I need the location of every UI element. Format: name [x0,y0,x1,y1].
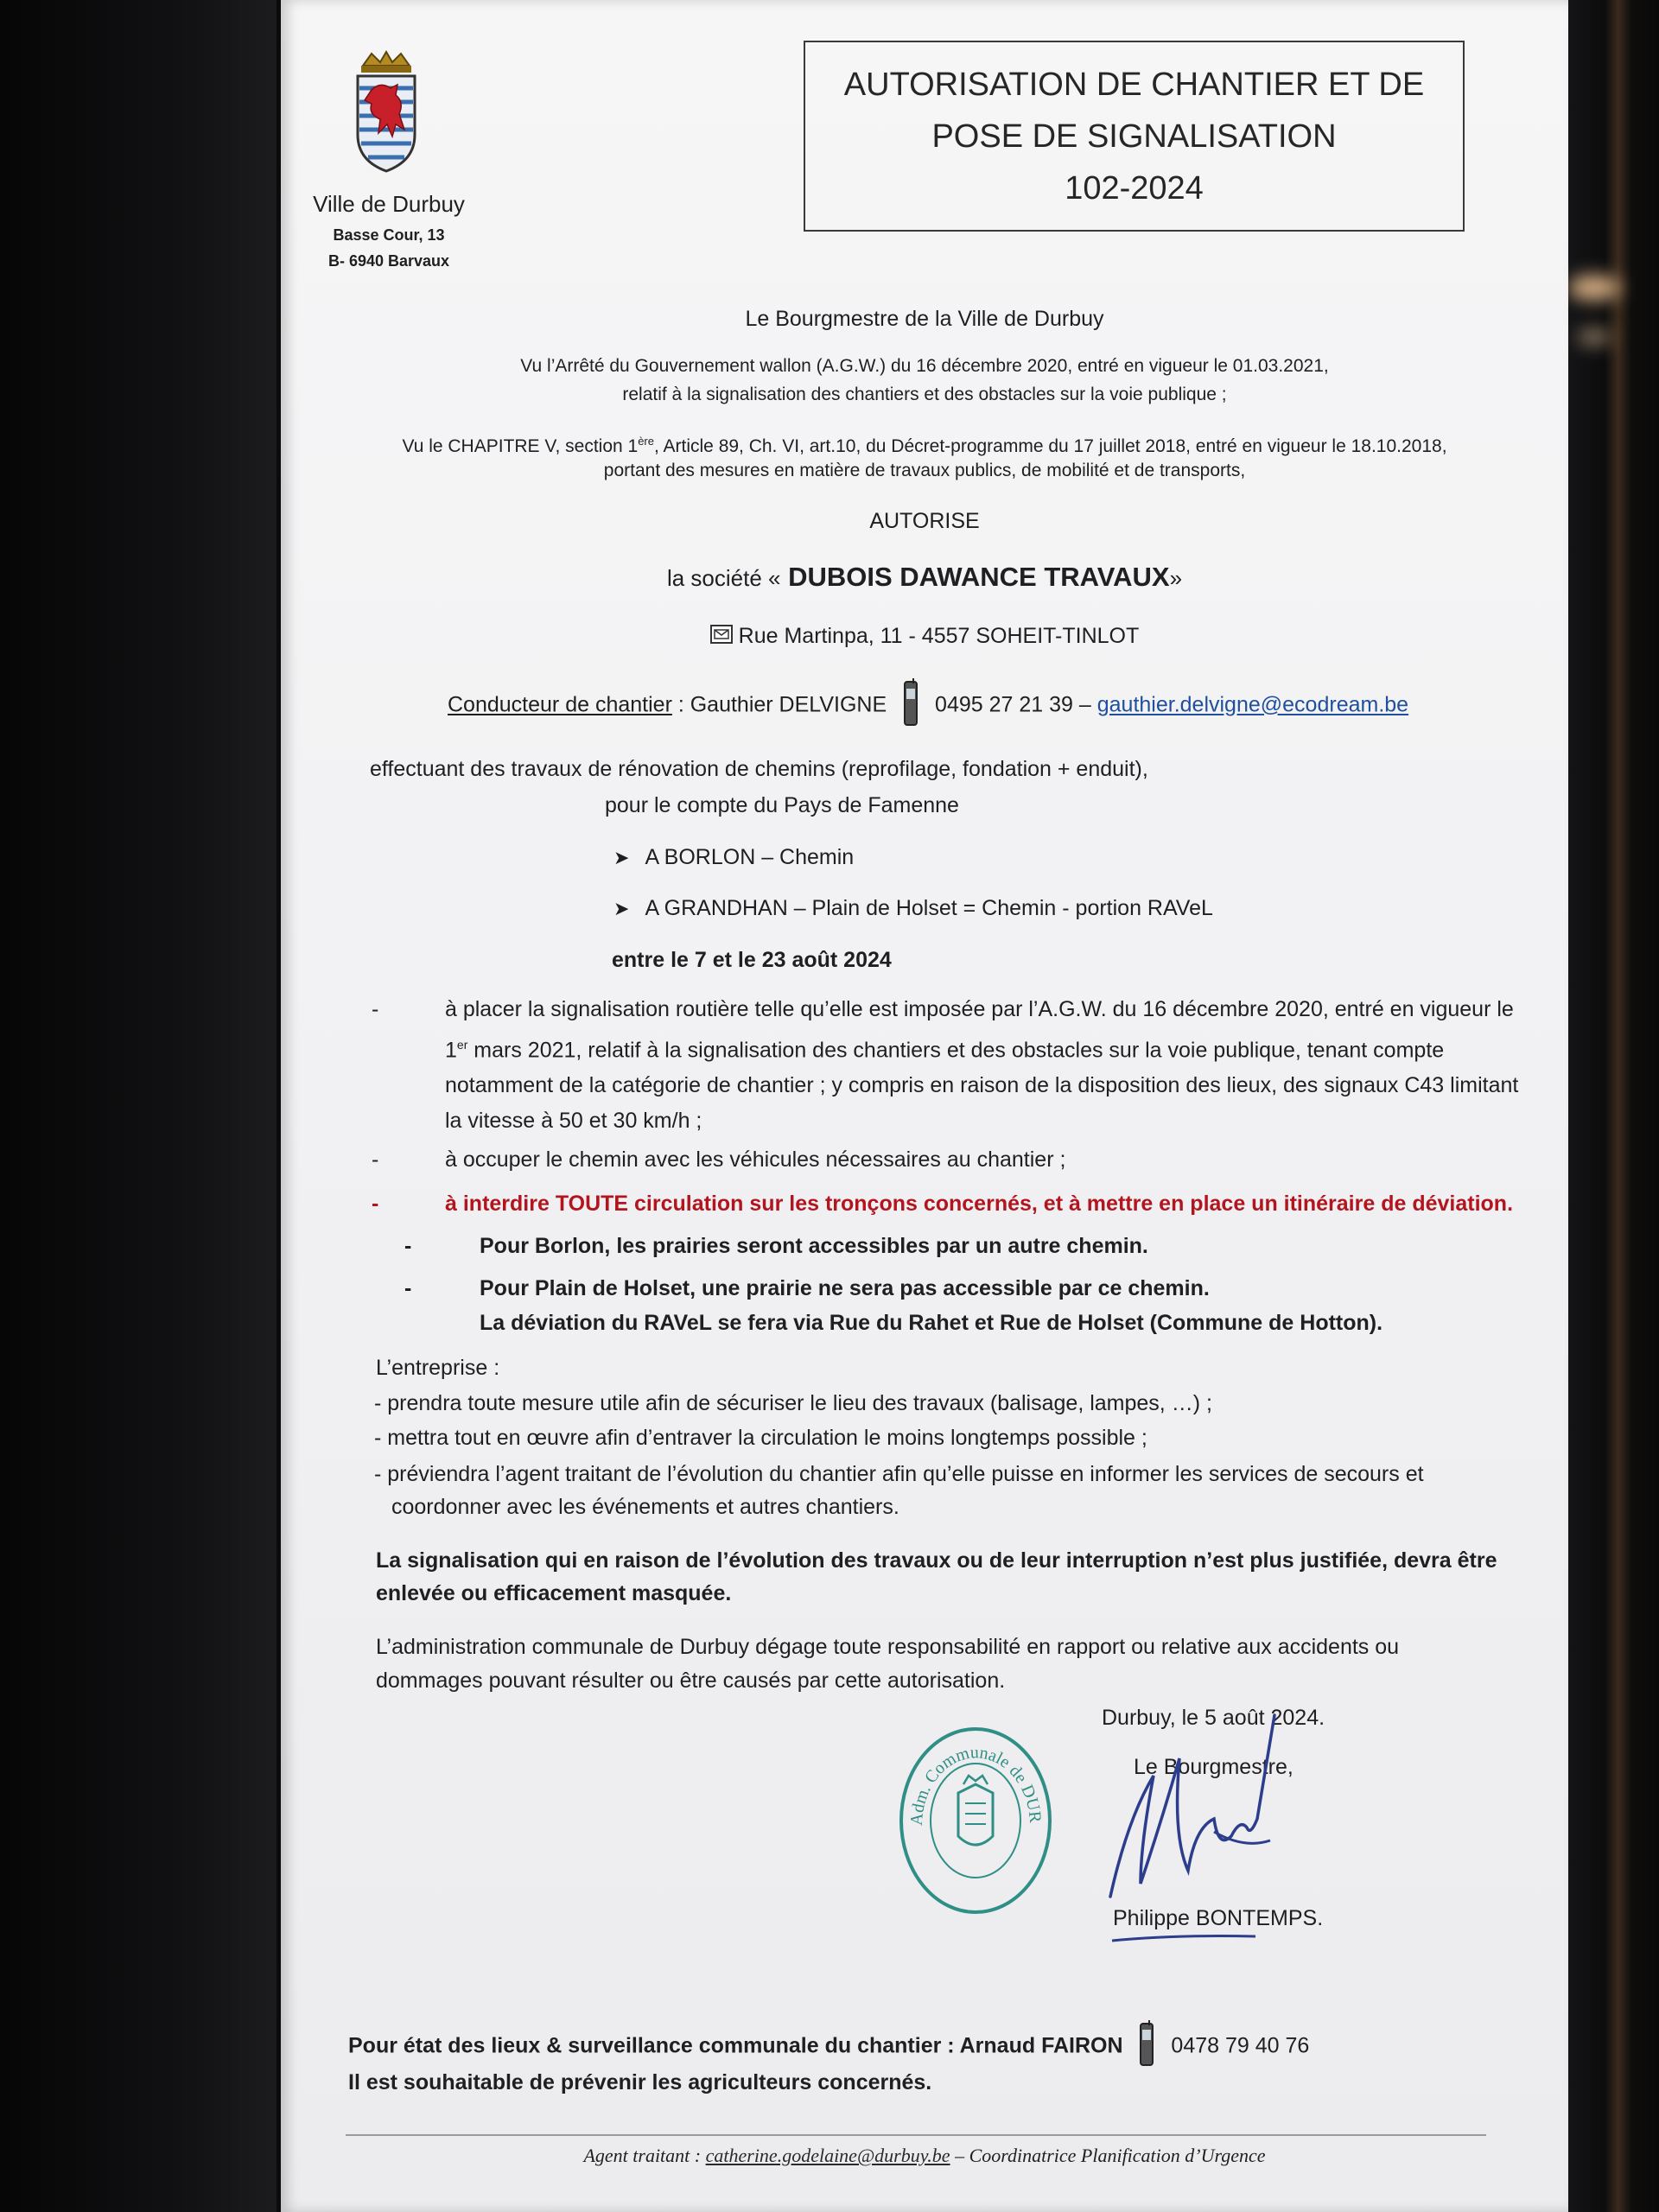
location-item [613,843,854,872]
signage-note-line1: La signalisation qui en raison de l’évolution des travaux ou de leur interruption n’est plus justifiée, devra être [376,1548,1497,1573]
legal-basis-2-line1 [281,429,1568,459]
coat-of-arms-logo [347,50,425,188]
authorization-number: 102-2024 [1065,169,1204,207]
site-manager-line [448,678,1484,734]
surveillance-phone: 0478 79 40 76 [1171,2033,1310,2058]
signature-place-date: Durbuy, le 5 août 2024. [1102,1706,1325,1730]
handwritten-signature [1093,1689,1292,1905]
title-box [804,41,1465,232]
duty-2: - mettra tout en œuvre afin d’entraver la circulation le moins longtemps possible ; [374,1426,1147,1450]
legal-basis-1-line2: relatif à la signalisation des chantiers et des obstacles sur la voie publique ; [622,385,1227,404]
location-borlon: A BORLON – Chemin [645,845,855,869]
condition-3a: - Pour Borlon, les prairies seront accessibles par un autre chemin. [404,1234,1148,1258]
issuer-line: Le Bourgmestre de la Ville de Durbuy [745,307,1104,331]
agent-email-link[interactable]: catherine.godelaine@durbuy.be [705,2145,950,2166]
footer-line [281,2145,1568,2167]
surveillance-label: Pour état des lieux & surveillance communale du chantier : Arnaud FAIRON [348,2033,1123,2058]
works-description: effectuant des travaux de rénovation de chemins (reprofilage, fondation + enduit), [370,757,1148,781]
works-dates: entre le 7 et le 23 août 2024 [612,948,892,972]
title-line-2: POSE DE SIGNALISATION [931,118,1337,155]
svg-text:Adm. Communale de DURBUY (Luxe [896,1724,1045,1826]
title-line-1: AUTORISATION DE CHANTIER ET DE [843,66,1425,103]
legal-basis-1-line1: Vu l’Arrêté du Gouvernement wallon (A.G.W.) du 16 décembre 2020, entré en vigueur le 01.03.2021, [520,356,1329,376]
location-item [613,894,1213,923]
condition-1-line2: 1er mars 2021, relatif à la signalisation des chantiers et des obstacles sur la voie publique, tenant compte [445,1038,1445,1063]
envelope-icon [710,623,733,651]
legal-basis-2-line2: portant des mesures en matière de travaux publics, de mobilité et de transports, [603,461,1246,480]
footer-role: – Coordinatrice Planification d’Urgence [955,2145,1266,2166]
stamp-text: Adm. Communale de DUR [906,1743,1046,1827]
footer-label: Agent traitant : [583,2145,702,2166]
liability-line2: dommages pouvant résulter ou être causés par cette autorisation. [376,1669,1006,1693]
signage-note-line2: enlevée ou efficacement masquée. [376,1581,732,1605]
phone-icon [1137,2020,1156,2074]
company-address-line [281,622,1568,651]
phone-icon [901,678,920,734]
town-name: Ville de Durbuy [313,191,465,217]
legal-basis-2-sup: ère [638,435,654,448]
condition-1-line1: à placer la signalisation routière telle qu’elle est imposée par l’A.G.W. du 16 décembre 2020, entré en vigueur le [445,997,1514,1021]
location-grandhan: A GRANDHAN – Plain de Holset = Chemin - portion RAVeL [645,896,1213,920]
condition-1: - à placer la signalisation routière telle qu’elle est imposée par l’A.G.W. du 16 décembre 2020, entré en vigueur le 1er mars 2021, relatif à la signalisation des chantiers et des obstacles sur la voie publique, tenant compte notamment de la catégorie de chantier ; y compris en raison de la disposition des lieux, des signaux C43 limitant la vitesse à 50 et 30 km/h ; [372,997,1519,1134]
company-address: Rue Martinpa, 11 - 4557 SOHEIT-TINLOT [738,624,1140,648]
condition-2: - à occuper le chemin avec les véhicules nécessaires au chantier ; [372,1147,1066,1172]
company-suffix: » [1169,565,1183,591]
site-manager-phone: 0495 27 21 39 – [935,692,1091,717]
town-address-line2: B- 6940 Barvaux [327,252,450,270]
footer-divider [346,2134,1486,2136]
site-manager-label: Conducteur de chantier [448,692,672,717]
works-account: pour le compte du Pays de Famenne [605,793,959,817]
farmers-note: Il est souhaitable de prévenir les agriculteurs concernés. [348,2070,932,2094]
signature-underline [1110,1932,1257,1942]
condition-3b: - Pour Plain de Holset, une prairie ne sera pas accessible par ce chemin. La déviation du RAVeL se fera via Rue du Rahet et Rue de Holset (Commune de Hotton). [404,1276,1383,1335]
dark-background-left [0,0,276,2212]
company-name: DUBOIS DAWANCE TRAVAUX [780,562,1170,592]
arrow-bullet-icon: ➤ [613,898,630,919]
notice-sheet [281,0,1568,2212]
signature-role: Le Bourgmestre, [1134,1755,1294,1779]
official-stamp [896,1724,1056,1918]
company-line [281,560,1568,595]
authorise-verb: AUTORISE [869,509,980,533]
duty-3-line1: - préviendra l’agent traitant de l’évolution du chantier afin qu’elle puisse en informer les services de secours et [374,1462,1424,1486]
arrow-bullet-icon: ➤ [613,847,630,868]
company-duties-heading: L’entreprise : [376,1356,500,1380]
condition-1-line3: notamment de la catégorie de chantier ; y compris en raison de la disposition des lieux, des signaux C43 limitant [445,1073,1519,1098]
liability-line1: L’administration communale de Durbuy dégage toute responsabilité en rapport ou relative aux accidents ou [376,1635,1400,1659]
surveillance-line [348,2020,1309,2074]
duty-1: - prendra toute mesure utile afin de sécuriser le lieu des travaux (balisage, lampes, …) ; [374,1391,1212,1415]
condition-3: - à interdire TOUTE circulation sur les tronçons concernés, et à mettre en place un itinéraire de déviation. [372,1192,1514,1216]
condition-1-line4: la vitesse à 50 et 30 km/h ; [445,1109,702,1134]
legal-basis-2-post: , Article 89, Ch. VI, art.10, du Décret-programme du 17 juillet 2018, entré en vigueur le 18.10.2018, [654,436,1447,456]
dark-background-right [1568,0,1659,2212]
town-address-line1: Basse Cour, 13 [333,226,445,244]
signatory-name: Philippe BONTEMPS. [1113,1906,1324,1930]
company-prefix: la société « [666,565,781,591]
legal-basis-2-pre: Vu le CHAPITRE V, section 1 [402,436,639,456]
duty-3-line2: coordonner avec les événements et autres chantiers. [391,1495,899,1519]
site-manager-email-link[interactable]: gauthier.delvigne@ecodream.be [1096,692,1409,717]
site-manager-name: : Gauthier DELVIGNE [671,692,887,717]
